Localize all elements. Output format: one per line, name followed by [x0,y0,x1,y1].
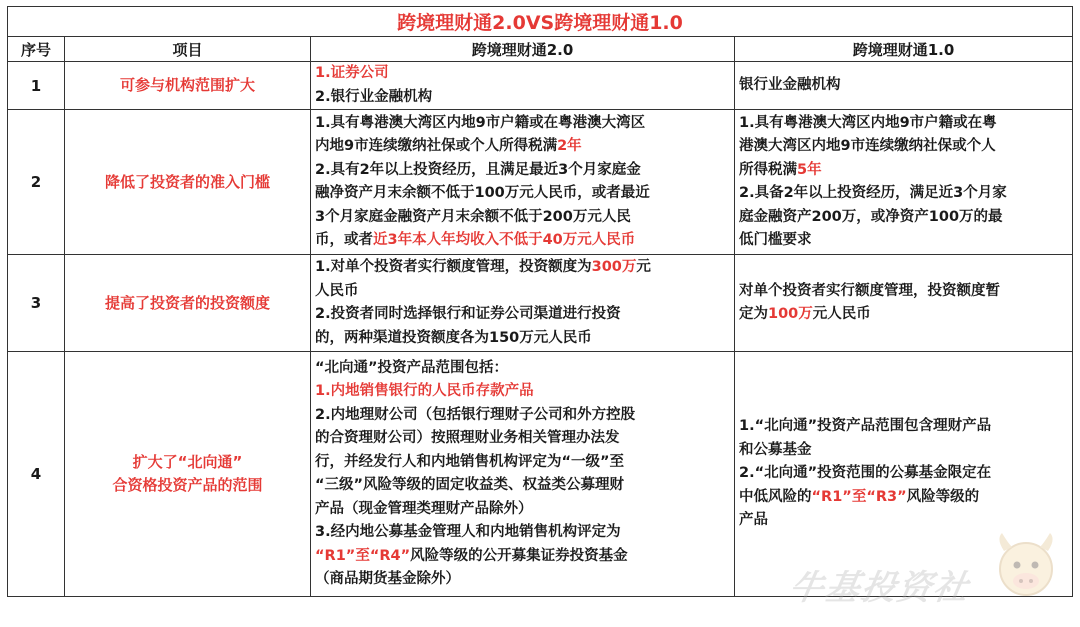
highlight-text: “R1”至“R4” [315,547,411,564]
cell-text: 2.具有2年以上投资经历，且满足最近3个月家庭金 [315,161,641,178]
cell-text: 元 [636,259,651,275]
cell-line [315,112,730,136]
cell-text: 对单个投资者实行额度管理，投资额度暂 [739,282,1000,299]
cell-text: 内地9市连续缴纳社保或个人所得税满 [315,138,558,154]
cell-v1 [735,62,1073,110]
cell-text: 2.银行业金融机构 [315,88,433,105]
cell-text: 2.具备2年以上投资经历，满足近3个月家 [739,185,1007,201]
cell-text: 和公募基金 [739,441,812,458]
highlight-text: 1.内地销售银行的人民币存款产品 [315,383,534,399]
cell-line [315,280,730,304]
cell-text: 定为 [739,306,768,322]
cell-line [739,229,1068,253]
cell-text: 币，或者 [315,232,373,248]
header-row [8,37,1073,62]
table-row [8,255,1073,352]
cow-mascot-icon [986,525,1066,605]
cell-text: 风险等级的公开募集证券投资基金 [410,547,628,564]
cell-v2 [311,255,735,352]
cell-line [739,280,1068,304]
cell-line [315,427,730,451]
cell-text: 3.经内地公募基金管理人和内地销售机构评定为 [315,524,621,540]
header-no: 序号 [8,37,65,62]
table-row [8,110,1073,255]
cell-text: 产品 [739,512,768,529]
cell-text: 1.具有粤港澳大湾区内地9市户籍或在粤 [739,114,997,131]
cell-text: 低门槛要求 [739,232,812,248]
header-item: 项目 [65,37,311,62]
cell-text: 元人民币 [812,306,871,322]
highlight-text: “R1”至“R3” [811,488,907,505]
highlight-text: 1.证券公司 [315,65,389,81]
comparison-table [7,6,1073,597]
cell-v2 [311,62,735,110]
row-number: 3 [8,255,65,352]
table-title: 跨境理财通2.0VS跨境理财通1.0 [8,7,1073,37]
cell-text: 1.“北向通”投资产品范围包含理财产品 [739,418,992,435]
cell-text: “北向通”投资产品范围包括： [315,359,509,376]
cell-v1 [735,110,1073,255]
highlight-text: 5年 [797,161,822,178]
highlight-text: 300万 [591,259,637,275]
cell-text: 行，并经发行人和内地销售机构评定为“一级”至 [315,453,625,470]
cell-text: 中低风险的 [739,488,812,505]
cell-line [315,545,730,569]
cell-text: 1.对单个投资者实行额度管理，投资额度为 [315,259,592,275]
cell-line [739,135,1068,159]
cell-line [315,86,730,110]
title-row [8,7,1073,37]
cell-line [315,357,730,381]
cell-line [315,380,730,404]
cell-text: 3个月家庭金融资产月末余额不低于200万元人民 [315,208,631,225]
cell-text: 的，两种渠道投资额度各为150万元人民币 [315,329,592,346]
row-item [65,352,311,597]
cell-line [315,159,730,183]
cell-text: 风险等级的 [906,488,980,505]
highlight-text: 100万 [768,306,813,322]
header-v1: 跨境理财通1.0 [735,37,1073,62]
cell-text: 融净资产月末余额不低于100万元人民币，或者最近 [315,185,650,201]
cell-line [315,404,730,428]
cell-line [315,568,730,592]
row-item-line: 合资格投资产品的范围 [112,476,263,494]
cell-line [315,182,730,206]
cell-line [315,474,730,498]
cell-text: 1.具有粤港澳大湾区内地9市户籍或在粤港澳大湾区 [315,114,646,131]
row-number: 4 [8,352,65,597]
table-row [8,62,1073,110]
cell-line [739,206,1068,230]
cell-text: “三级”风险等级的固定收益类、权益类公募理财 [315,477,625,493]
cell-line [739,74,1068,98]
cell-line [315,135,730,159]
cell-line [315,62,730,86]
watermark-text: 牛基投资社 [785,568,973,608]
cell-line [315,498,730,522]
cell-line [739,415,1068,439]
cell-line [739,303,1068,327]
cell-text: 2.内地理财公司（包括银行理财子公司和外方控股 [315,406,636,423]
cell-line [315,229,730,253]
cell-text: 人民币 [315,282,359,299]
cell-line [739,182,1068,206]
cell-line [315,327,730,351]
cell-line [739,112,1068,136]
row-item: 可参与机构范围扩大 [65,62,311,110]
row-item: 降低了投资者的准入门槛 [65,110,311,255]
header-v2: 跨境理财通2.0 [311,37,735,62]
row-item-line: 扩大了“北向通” [132,453,243,471]
cell-line [315,451,730,475]
cell-text: 港澳大湾区内地9市连续缴纳社保或个人 [739,138,996,154]
cell-line [315,206,730,230]
row-number: 1 [8,62,65,110]
row-number: 2 [8,110,65,255]
cell-text: 2.“北向通”投资范围的公募基金限定在 [739,465,992,482]
cell-text: 银行业金融机构 [739,76,841,93]
cell-line [739,159,1068,183]
row-item: 提高了投资者的投资额度 [65,255,311,352]
cell-text: 所得税满 [739,161,797,178]
cell-text: （商品期货基金除外） [315,571,460,587]
cell-v2 [311,110,735,255]
cell-line [315,256,730,280]
cell-line [739,486,1068,510]
cell-line [739,439,1068,463]
cell-line [315,521,730,545]
cell-v1 [735,255,1073,352]
cell-text: 产品（现金管理类理财产品除外） [315,500,533,517]
cell-text: 庭金融资产200万，或净资产100万的最 [739,208,1003,225]
cell-line [315,303,730,327]
cell-v2 [311,352,735,597]
highlight-text: 近3年本人年均收入不低于40万元人民币 [373,232,636,248]
cell-text: 2.投资者同时选择银行和证券公司渠道进行投资 [315,306,621,322]
highlight-text: 2年 [557,138,582,154]
cell-text: 的合资理财公司）按照理财业务相关管理办法发 [315,430,620,446]
cell-line [739,462,1068,486]
